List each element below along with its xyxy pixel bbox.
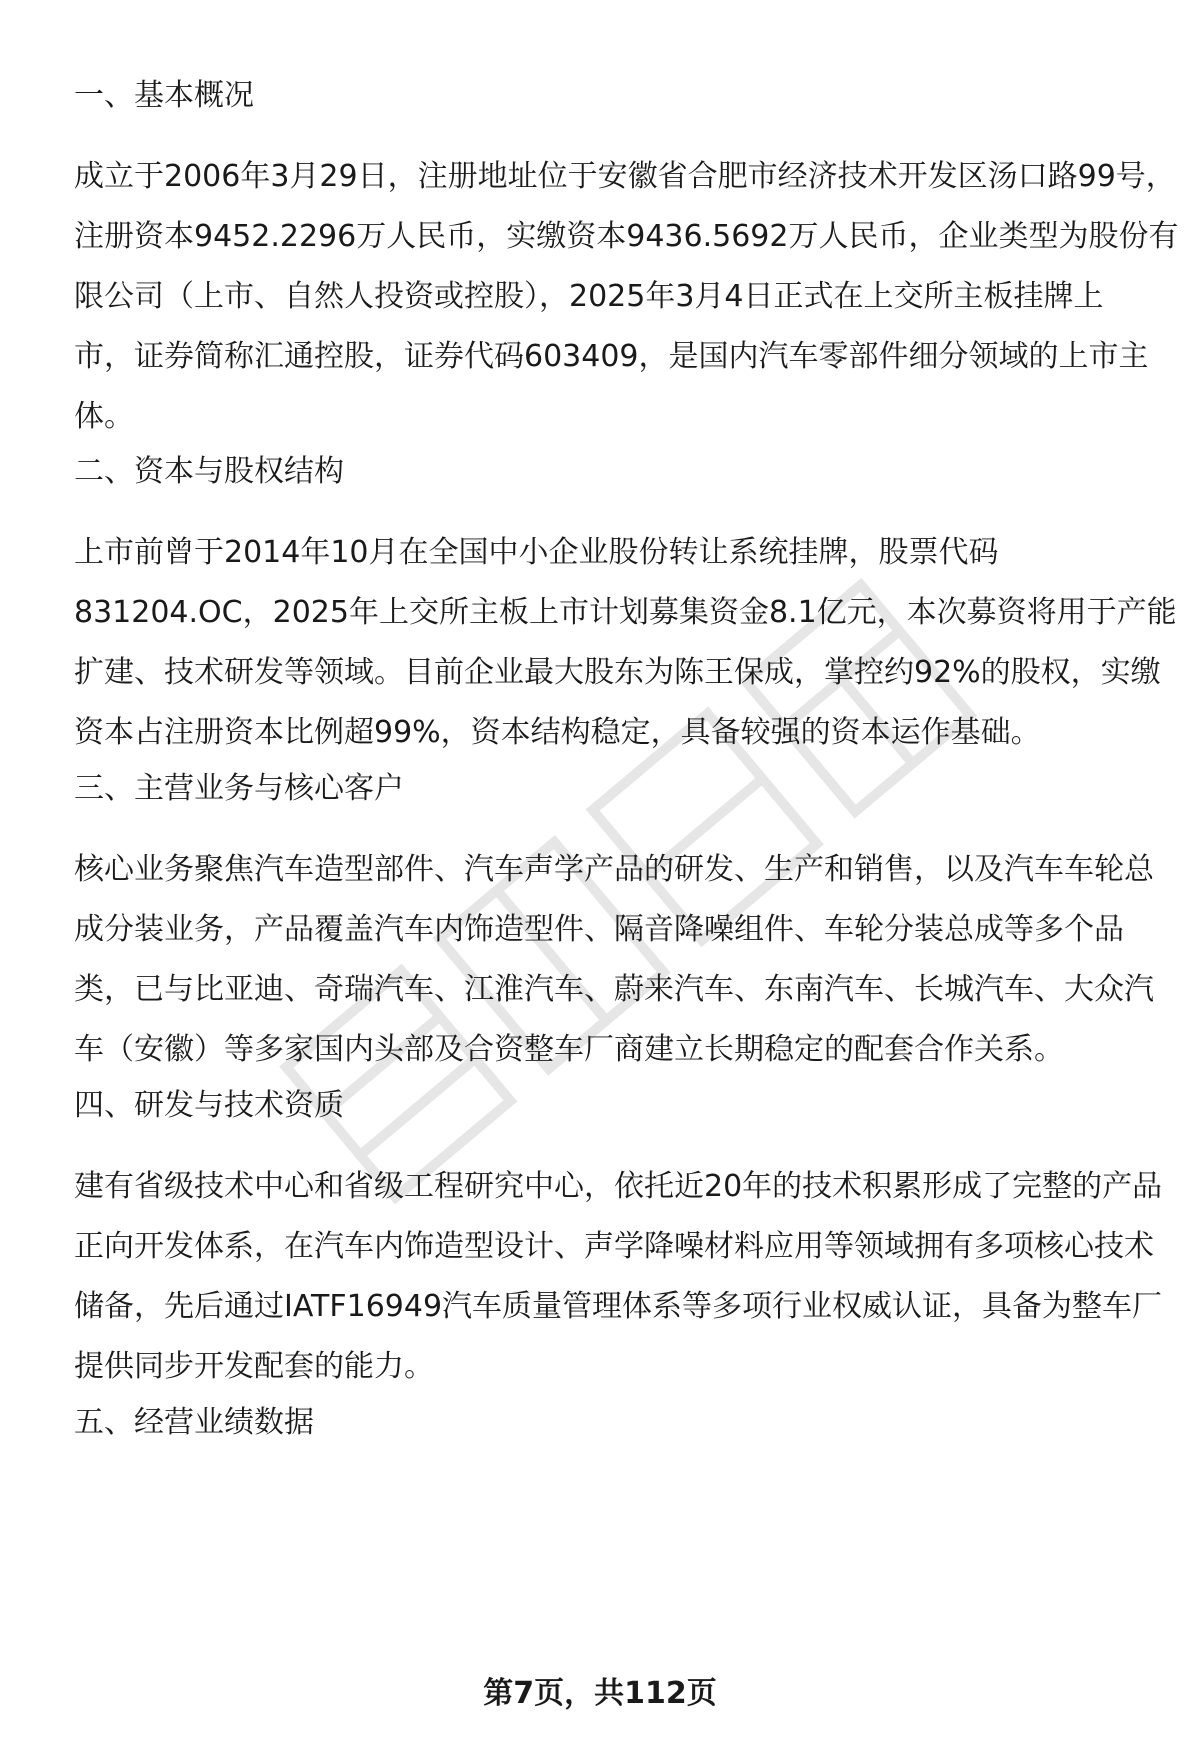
text-line: 资本占注册资本比例超99%，资本结构稳定，具备较强的资本运作基础。	[74, 715, 1041, 750]
section-title-capital: 二、资本与股权结构	[74, 454, 344, 489]
text-line: 正向开发体系，在汽车内饰造型设计、声学降噪材料应用等领域拥有多项核心技术	[74, 1229, 1154, 1264]
text-line: 注册资本9452.2296万人民币，实缴资本9436.5692万人民币，企业类型为股份有	[74, 219, 1179, 254]
section-body-rnd	[74, 1157, 1162, 1397]
section-title-overview: 一、基本概况	[74, 78, 254, 113]
text-line: 类，已与比亚迪、奇瑞汽车、江淮汽车、蔚来汽车、东南汽车、长城汽车、大众汽	[74, 972, 1154, 1007]
section-body-overview	[74, 147, 1178, 447]
text-line: 上市前曾于2014年10月在全国中小企业股份转让系统挂牌，股票代码	[74, 535, 999, 570]
text-line: 市，证券简称汇通控股，证券代码603409，是国内汽车零部件细分领域的上市主	[74, 339, 1149, 374]
text-line: 车（安徽）等多家国内头部及合资整车厂商建立长期稳定的配套合作关系。	[74, 1032, 1064, 1067]
section-body-capital	[74, 523, 1177, 763]
section-body-business	[74, 840, 1154, 1080]
page-number: 第7页，共112页	[483, 1676, 717, 1711]
text-line: 提供同步开发配套的能力。	[74, 1349, 434, 1384]
text-line: 体。	[74, 399, 134, 434]
section-title-business: 三、主营业务与核心客户	[74, 771, 404, 806]
text-line: 成立于2006年3月29日，注册地址位于安徽省合肥市经济技术开发区汤口路99号，	[74, 159, 1176, 194]
text-line: 831204.OC，2025年上交所主板上市计划募集资金8.1亿元，本次募资将用于产能	[74, 595, 1177, 630]
text-line: 核心业务聚焦汽车造型部件、汽车声学产品的研发、生产和销售，以及汽车车轮总	[74, 852, 1154, 887]
text-line: 扩建、技术研发等领域。目前企业最大股东为陈王保成，掌控约92%的股权，实缴	[74, 655, 1161, 690]
section-title-performance: 五、经营业绩数据	[74, 1405, 314, 1440]
text-line: 成分装业务，产品覆盖汽车内饰造型件、隔音降噪组件、车轮分装总成等多个品	[74, 912, 1124, 947]
text-line: 限公司（上市、自然人投资或控股），2025年3月4日正式在上交所主板挂牌上	[74, 279, 1104, 314]
text-line: 储备，先后通过IATF16949汽车质量管理体系等多项行业权威认证，具备为整车厂	[74, 1289, 1163, 1324]
section-title-rnd: 四、研发与技术资质	[74, 1088, 344, 1123]
text-line: 建有省级技术中心和省级工程研究中心，依托近20年的技术积累形成了完整的产品	[74, 1169, 1163, 1204]
